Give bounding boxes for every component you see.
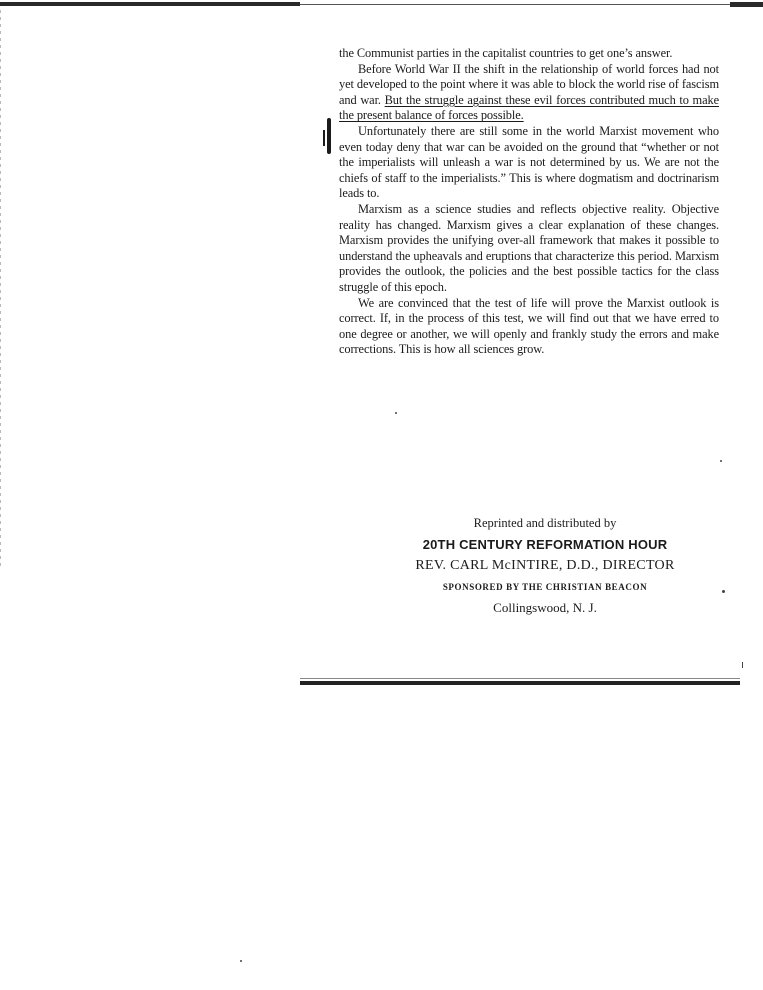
scan-speck xyxy=(395,412,397,414)
paragraph xyxy=(339,124,719,202)
colophon xyxy=(380,514,710,619)
scan-speck xyxy=(720,460,722,462)
top-rule-right xyxy=(730,2,763,7)
scan-speck xyxy=(742,662,743,668)
top-rule-thin xyxy=(300,4,730,5)
program-name: 20TH CENTURY REFORMATION HOUR xyxy=(422,537,668,552)
top-rule xyxy=(0,2,763,8)
paragraph xyxy=(339,46,719,62)
sponsor-line: SPONSORED BY THE CHRISTIAN BEACON xyxy=(442,582,648,592)
paragraph-text: We are convinced that the test of life will prove the Marxist outlook is correct. If, in the process of this test, we will find out that we have erred to one degree or another, we will openly and frankly study the errors and make corrections. This is how all sciences grow. xyxy=(339,295,719,357)
location-line: Collingswood, N. J. xyxy=(493,600,597,615)
underlined-passage: But the struggle against these evil forces contributed much to make the present balance of forces possible. xyxy=(339,92,719,123)
paragraph-text: Marxism as a science studies and reflects objective reality. Objective reality has changed. Marxism gives a clear explanation of these changes. Marxism provides the unifying over-all framework that makes it possible to understand the upheavals and eruptions that characterize this period. Marxism provides the outlook, the policies and the best possible tactics for the class struggle of this epoch. xyxy=(339,201,719,294)
top-rule-left xyxy=(0,2,300,6)
director-line: REV. CARL McINTIRE, D.D., DIRECTOR xyxy=(415,558,675,573)
paragraph-text: Before World War II the shift in the relationship of world forces had not yet developed to the point where it was able to block the world rise of fascism and war. xyxy=(339,61,719,107)
paragraph-text: Unfortunately there are still some in the world Marxist movement who even today deny that war can be avoided on the ground that “whether or not the imperialists will unleash a war is not determined by us. We are not the chiefs of staff to the imperialists.” This is where dogmatism and doctrinarism leads to. xyxy=(339,123,719,201)
paragraph xyxy=(339,202,719,296)
margin-mark-secondary xyxy=(323,130,325,146)
paragraph xyxy=(339,62,719,124)
reprinted-line: Reprinted and distributed by xyxy=(473,516,617,530)
scan-edge xyxy=(0,10,1,570)
bottom-rule-thick xyxy=(300,681,740,685)
bottom-rule xyxy=(300,678,740,686)
bottom-rule-hairline xyxy=(300,678,740,679)
margin-mark xyxy=(327,118,331,154)
paragraph xyxy=(339,296,719,358)
scan-speck xyxy=(240,960,242,962)
scan-speck xyxy=(722,590,725,593)
text-column xyxy=(339,46,719,358)
paragraph-text: the Communist parties in the capitalist countries to get one’s answer. xyxy=(339,46,673,60)
